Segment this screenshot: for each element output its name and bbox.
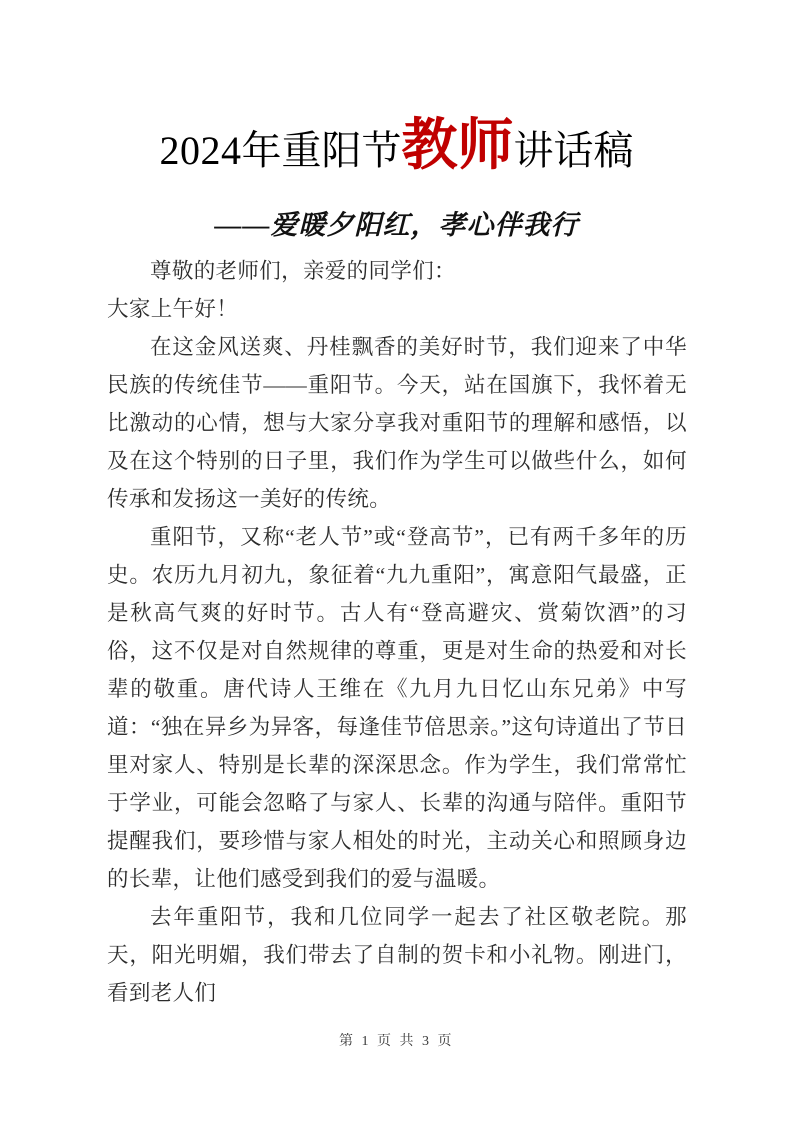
page-subtitle: ——爱暖夕阳红，孝心伴我行 xyxy=(214,210,579,240)
page-footer: 第 1 页 共 3 页 xyxy=(339,1034,454,1049)
document-body xyxy=(107,252,687,1012)
page-title xyxy=(0,115,793,177)
paragraph-history: 重阳节，又称“老人节”或“登高节”，已有两千多年的历史。农历九月初九，象征着“九九重阳”，寓意阳气最盛，正是秋高气爽的好时节。古人有“登高避灾、赏菊饮酒”的习俗，这不仅是对自然规律的尊重，更是对生命的热爱和对长辈的敬重。唐代诗人王维在《九月九日忆山东兄弟》中写道：“独在异乡为异客，每逢佳节倍思亲。”这句诗道出了节日里对家人、特别是长辈的深深思念。作为学生，我们常常忙于学业，可能会忽略了与家人、长辈的沟通与陪伴。重阳节提醒我们，要珍惜与家人相处的时光，主动关心和照顾身边的长辈，让他们感受到我们的爱与温暖。 xyxy=(107,525,687,891)
title-after-accent: 讲话稿 xyxy=(513,128,634,173)
title-before-accent: 年重阳节 xyxy=(241,128,402,173)
title-accent-teacher: 教师 xyxy=(401,115,514,177)
title-line xyxy=(159,115,634,177)
paragraph-salutation: 尊敬的老师们，亲爱的同学们： xyxy=(150,259,456,283)
paragraph-story: 去年重阳节，我和几位同学一起去了社区敬老院。那天，阳光明媚，我们带去了自制的贺卡和小礼物。刚进门，看到老人们 xyxy=(107,905,687,1005)
paragraph-opening: 在这金风送爽、丹桂飘香的美好时节，我们迎来了中华民族的传统佳节——重阳节。今天，站在国旗下，我怀着无比激动的心情，想与大家分享我对重阳节的理解和感悟，以及在这个特别的日子里，我们作为学生可以做些什么，如何传承和发扬这一美好的传统。 xyxy=(107,335,687,511)
title-year: 2024 xyxy=(159,128,242,173)
paragraph-greeting: 大家上午好！ xyxy=(107,297,239,321)
